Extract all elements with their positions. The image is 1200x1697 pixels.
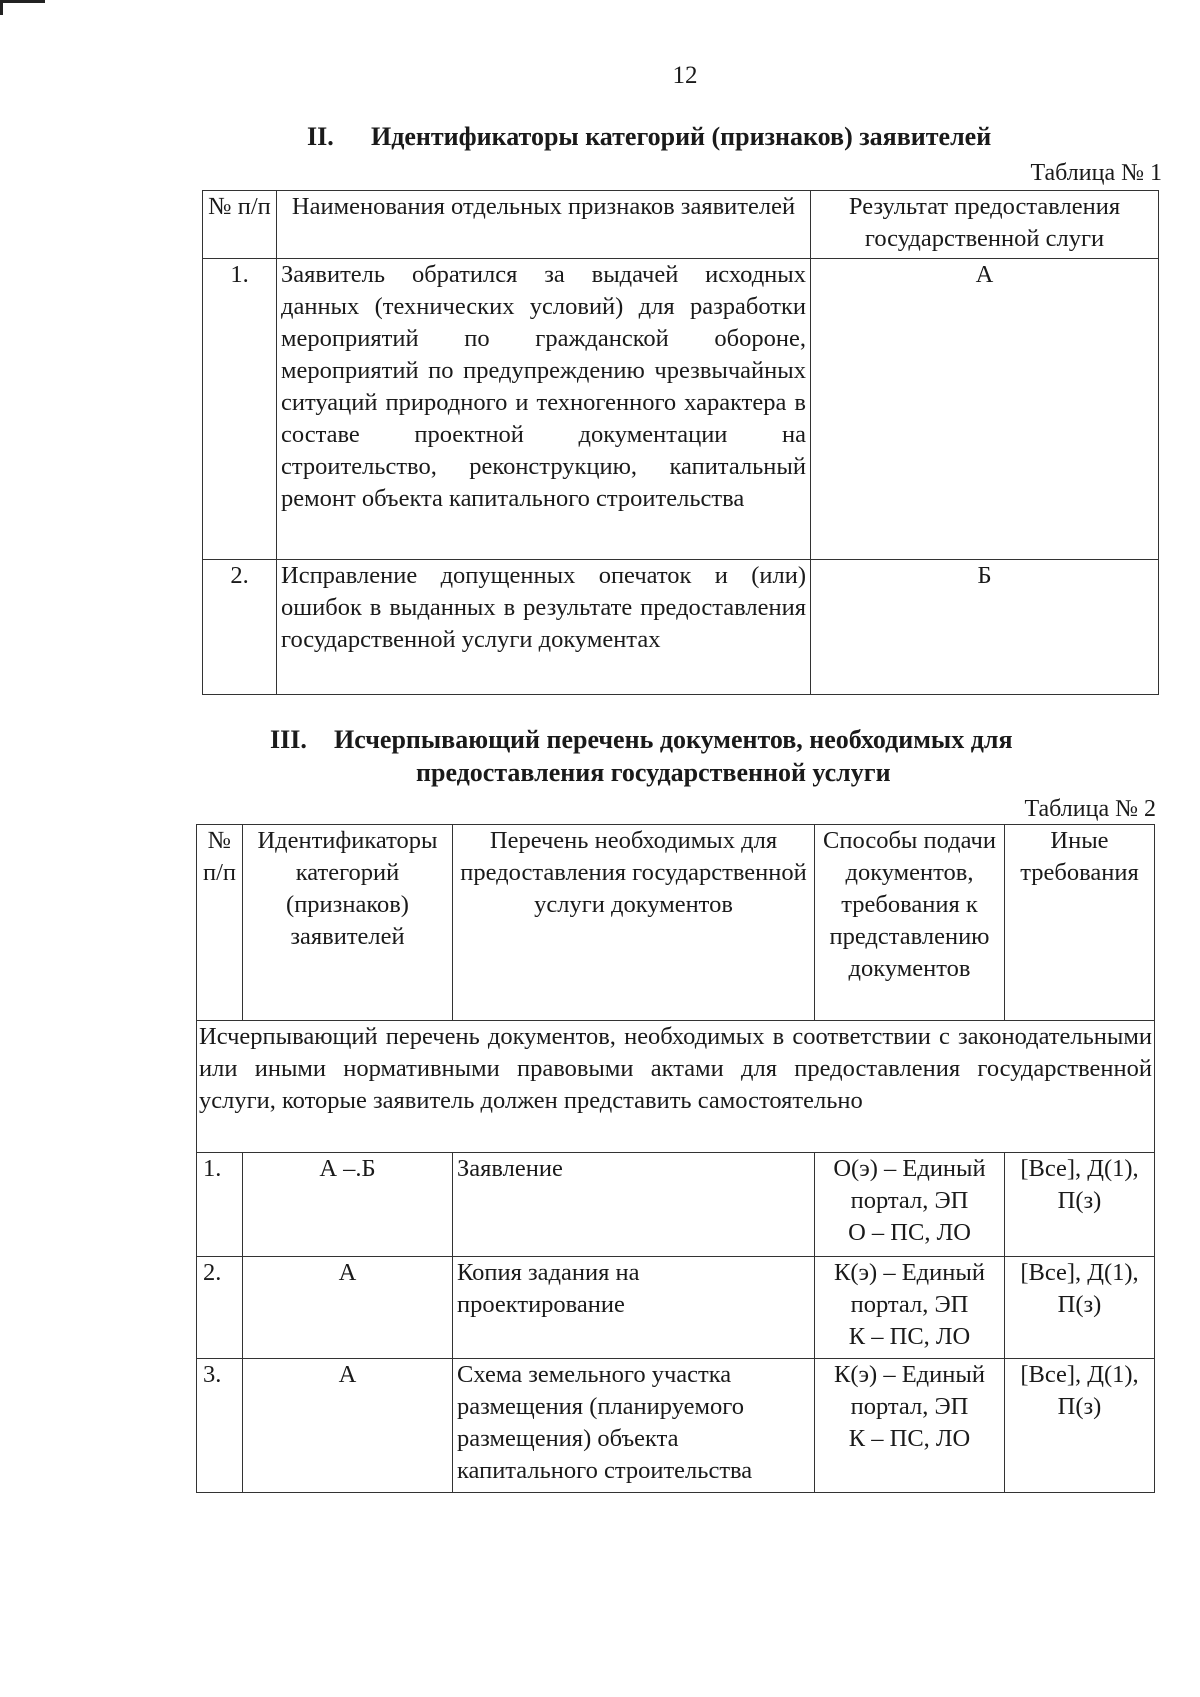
scan-corner-mark <box>0 0 45 15</box>
row-other: [Все], Д(1), П(з) <box>1005 1153 1155 1257</box>
table-2-header-other: Иные требования <box>1005 825 1155 1021</box>
section-2-heading <box>307 122 991 152</box>
row-method <box>815 1257 1005 1359</box>
row-result: А <box>811 259 1159 560</box>
table-2-header-documents: Перечень необходимых для предоставления государственной услуги документов <box>453 825 815 1021</box>
table-2-header-row <box>197 825 1155 1021</box>
table-1-header-attribute: Наименования отдельных признаков заявителей <box>277 191 811 259</box>
table-2-subheader: Исчерпывающий перечень документов, необходимых в соответствии с законодательными или иными нормативными правовыми актами для предоставления государственной услуги, которые заявитель должен представить самостоятельно <box>197 1021 1155 1153</box>
method-line: портал, ЭП <box>850 1393 969 1420</box>
row-attribute-text: Исправление допущенных опечаток и (или) ошибок в выданных в результате предоставления государственной услуги документах <box>277 560 811 695</box>
method-line: К(э) – Единый <box>834 1361 985 1388</box>
row-number: 1. <box>197 1153 243 1257</box>
table-2-header-category: Идентификаторы категорий (признаков) заявителей <box>243 825 453 1021</box>
section-3-number: III. <box>270 725 307 754</box>
row-method <box>815 1153 1005 1257</box>
row-method <box>815 1359 1005 1493</box>
section-3-title-line2: предоставления государственной услуги <box>416 758 891 787</box>
method-line: О(э) – Единый <box>833 1155 986 1182</box>
row-result: Б <box>811 560 1159 695</box>
row-number: 1. <box>203 259 277 560</box>
table-2-header-num: № п/п <box>197 825 243 1021</box>
page-number: 12 <box>672 62 698 89</box>
table-2-label: Таблица № 2 <box>1024 796 1156 822</box>
row-category: А <box>243 1359 453 1493</box>
row-attribute-text: Заявитель обратился за выдачей исходных данных (технических условий) для разработки мероприятий по гражданской обороне, мероприятий по предупреждению чрезвычайных ситуаций природного и техногенного характера в составе проектной документации на строительство, реконструкцию, капитальный ремонт объекта капитального строительства <box>277 259 811 560</box>
table-2 <box>196 824 1155 1493</box>
table-1-header-row <box>203 191 1159 259</box>
section-3-title-line1: Исчерпывающий перечень документов, необходимых для <box>334 725 1013 754</box>
method-line: К – ПС, ЛО <box>848 1425 971 1452</box>
table-1-header-result: Результат предоставления государственной слуги <box>811 191 1159 259</box>
row-number: 2. <box>203 560 277 695</box>
row-other: [Все], Д(1), П(з) <box>1005 1359 1155 1493</box>
section-2-title: Идентификаторы категорий (признаков) заявителей <box>371 122 992 151</box>
row-category: А <box>243 1257 453 1359</box>
section-3-heading <box>270 725 1013 755</box>
row-other: [Все], Д(1), П(з) <box>1005 1257 1155 1359</box>
table-row <box>197 1359 1155 1493</box>
row-number: 3. <box>197 1359 243 1493</box>
method-line: О – ПС, ЛО <box>848 1219 971 1246</box>
section-2-number: II. <box>307 122 334 151</box>
table-1-label: Таблица № 1 <box>1030 160 1162 186</box>
table-row <box>203 560 1159 695</box>
table-row <box>197 1153 1155 1257</box>
row-document: Заявление <box>453 1153 815 1257</box>
table-row <box>197 1257 1155 1359</box>
row-number: 2. <box>197 1257 243 1359</box>
row-document: Копия задания на проектирование <box>453 1257 815 1359</box>
table-row <box>203 259 1159 560</box>
table-1 <box>202 190 1159 695</box>
method-line: К(э) – Единый <box>834 1259 985 1286</box>
table-2-header-methods: Способы подачи документов, требования к представлению документов <box>815 825 1005 1021</box>
row-category: А –.Б <box>243 1153 453 1257</box>
table-2-subheader-row <box>197 1021 1155 1153</box>
row-document: Схема земельного участка размещения (планируемого размещения) объекта капитального строительства <box>453 1359 815 1493</box>
method-line: портал, ЭП <box>850 1187 969 1214</box>
method-line: портал, ЭП <box>850 1291 969 1318</box>
method-line: К – ПС, ЛО <box>848 1323 971 1350</box>
table-1-header-num: № п/п <box>203 191 277 259</box>
